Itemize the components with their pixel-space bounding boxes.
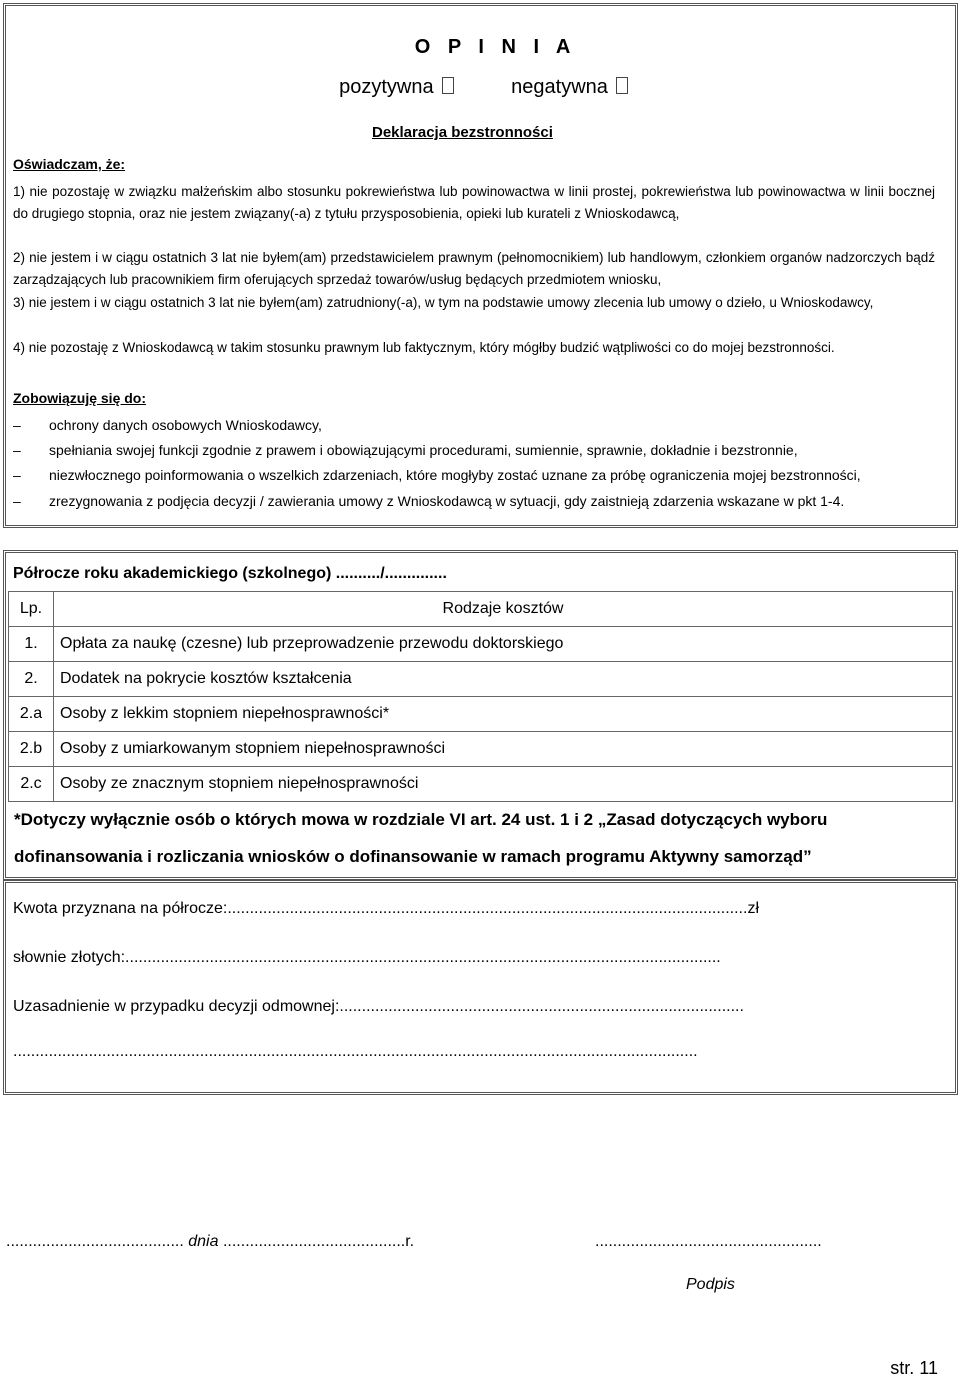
costs-section <box>3 550 958 880</box>
row-cost-name: Dodatek na pokrycie kosztów kształcenia <box>54 662 953 697</box>
positive-option[interactable] <box>339 76 454 99</box>
footnote-line-2: dofinansowania i rozliczania wniosków o dofinansowanie w ramach programu Aktywny samorząd” <box>14 847 812 866</box>
date-field[interactable] <box>6 1233 414 1251</box>
positive-checkbox[interactable] <box>442 77 454 94</box>
justification-continuation-line[interactable]: .......................................................................................................................................................... <box>13 1043 698 1060</box>
row-cost-name: Osoby ze znacznym stopniem niepełnosprawności <box>54 767 953 802</box>
signature-line[interactable]: ................................................... <box>595 1233 822 1250</box>
footnote <box>14 801 914 875</box>
opinion-title: O P I N I A <box>414 36 577 58</box>
statement-point-2: 2) nie jestem i w ciągu ostatnich 3 lat nie byłem(am) przedstawicielem prawnym (pełnomocnikiem) lub handlowym, członkiem organów nadzorczych bądź zarządzających lub pracownikiem firm oferujących sprzedaż towarów/usług będących przedmiotem wniosku, <box>13 250 935 287</box>
signature-label: Podpis <box>686 1276 735 1293</box>
row-lp: 1. <box>9 627 54 662</box>
commitment-text: ochrony danych osobowych Wnioskodawcy, <box>49 417 322 433</box>
date-rest: .........................................r. <box>218 1233 415 1250</box>
dnia-label: dnia <box>183 1233 219 1250</box>
commitment-text: niezwłocznego poinformowania o wszelkich zdarzeniach, które mogłyby zostać uznane za próbę ograniczenia mojej bezstronności, <box>49 467 861 483</box>
dash-bullet: – <box>13 493 21 509</box>
date-dots: ........................................ <box>6 1233 184 1250</box>
amount-granted-field[interactable]: Kwota przyznana na półrocze:.....................................................................................................................zł <box>13 900 759 917</box>
table-row[interactable] <box>9 697 953 732</box>
commitment-item <box>13 415 322 435</box>
row-cost-name: Opłata za naukę (czesne) lub przeprowadzenie przewodu doktorskiego <box>54 627 953 662</box>
commitment-text: zrezygnowania z podjęcia decyzji / zawierania umowy z Wnioskodawcą w sytuacji, gdy zaistnieją zdarzenia wskazane w pkt 1-4. <box>49 493 845 509</box>
amount-in-words-field[interactable]: słownie złotych:...................................................................................................................................... <box>13 949 721 966</box>
statement-point-1: 1) nie pozostaję w związku małżeńskim albo stosunku pokrewieństwa lub powinowactwa w linii prostej, pokrewieństwa lub powinowactwa w linii bocznej do drugiego stopnia, oraz nie jestem związany(-a) z tytułu przysposobienia, opieki lub kurateli z Wnioskodawcą, <box>13 184 935 221</box>
commitment-text: spełniania swojej funkcji zgodnie z prawem i obowiązującymi procedurami, sumiennie, sprawnie, dokładnie i bezstronnie, <box>49 442 798 458</box>
table-header-row <box>9 592 953 627</box>
negative-label: negatywna <box>511 76 608 98</box>
negative-option[interactable] <box>511 76 628 99</box>
page-number: str. 11 <box>890 1358 938 1378</box>
commitment-item <box>13 491 844 511</box>
row-lp: 2. <box>9 662 54 697</box>
row-lp: 2.a <box>9 697 54 732</box>
row-lp: 2.b <box>9 732 54 767</box>
commitment-lead: Zobowiązuję się do: <box>13 390 147 406</box>
opinion-section <box>3 3 958 528</box>
table-row[interactable] <box>9 627 953 662</box>
statement-lead: Oświadczam, że: <box>13 156 126 172</box>
row-lp: 2.c <box>9 767 54 802</box>
dash-bullet: – <box>13 467 21 483</box>
table-row[interactable] <box>9 732 953 767</box>
declaration-title: Deklaracja bezstronności <box>372 124 553 141</box>
table-row[interactable] <box>9 767 953 802</box>
dash-bullet: – <box>13 417 21 433</box>
footnote-line-1: *Dotyczy wyłącznie osób o których mowa w rozdziale VI art. 24 ust. 1 i 2 „Zasad dotyczących wyboru <box>14 810 828 829</box>
statement-point-3: 3) nie jestem i w ciągu ostatnich 3 lat nie byłem(am) zatrudniony(-a), w tym na podstawie umowy zlecenia lub umowy o dzieło, u Wnioskodawcy, <box>13 295 874 310</box>
positive-label: pozytywna <box>339 76 434 98</box>
statement-point-4: 4) nie pozostaję z Wnioskodawcą w takim stosunku prawnym lub faktycznym, który mógłby budzić wątpliwości co do mojej bezstronności. <box>13 340 835 355</box>
col-type-header: Rodzaje kosztów <box>54 592 953 627</box>
opinion-choice-row <box>6 76 955 99</box>
col-lp-header: Lp. <box>9 592 54 627</box>
dash-bullet: – <box>13 442 21 458</box>
negative-checkbox[interactable] <box>616 77 628 94</box>
commitment-item <box>13 440 798 460</box>
row-cost-name: Osoby z lekkim stopniem niepełnosprawności* <box>54 697 953 732</box>
commitment-item <box>13 465 861 485</box>
semester-line: Półrocze roku akademickiego (szkolnego) ........../.............. <box>13 565 447 582</box>
costs-table <box>8 591 953 802</box>
amount-section <box>3 880 958 1095</box>
row-cost-name: Osoby z umiarkowanym stopniem niepełnosprawności <box>54 732 953 767</box>
refusal-justification-field[interactable]: Uzasadnienie w przypadku decyzji odmownej:........................................................................................... <box>13 998 744 1015</box>
table-row[interactable] <box>9 662 953 697</box>
